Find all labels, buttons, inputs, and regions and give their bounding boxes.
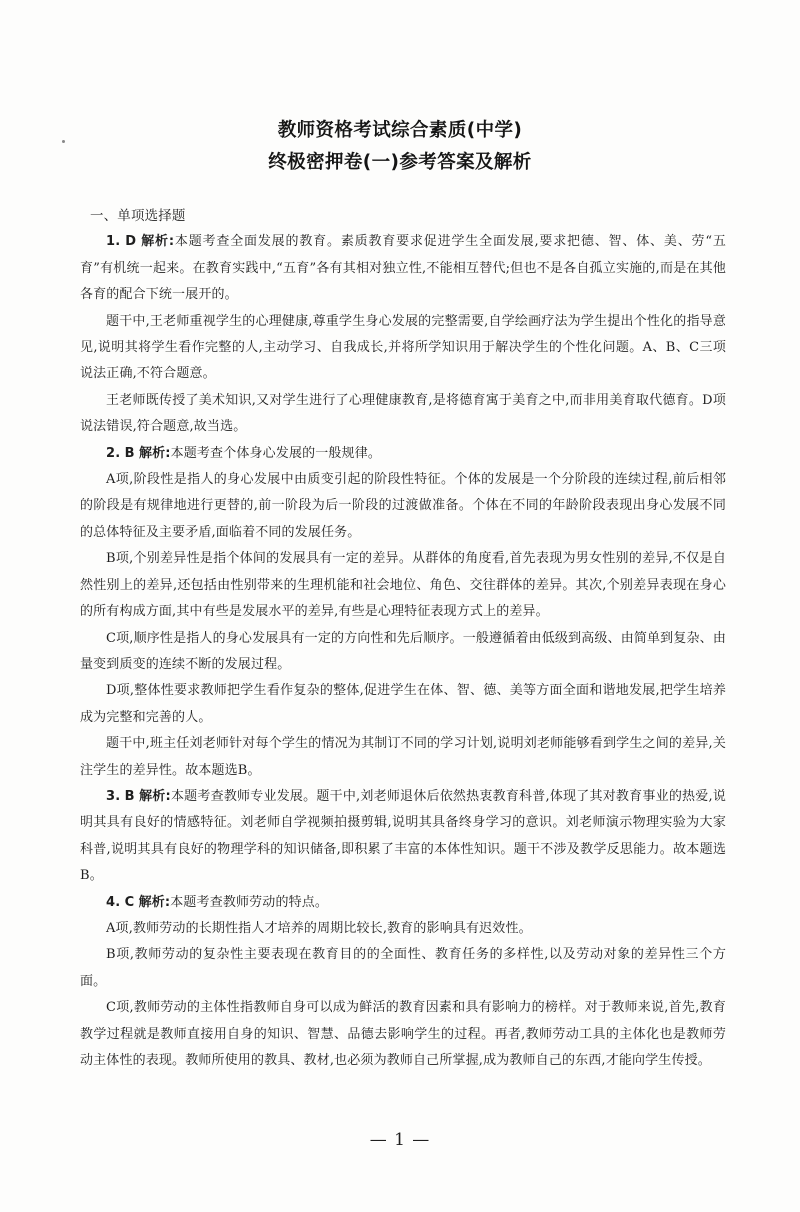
option-d-explanation: D项,整体性要求教师把学生看作复杂的整体,促进学生在体、智、德、美等方面全面和谐地发展,把学生培养成为完整和完善的人。: [80, 683, 726, 725]
paragraph: 题干中,王老师重视学生的心理健康,尊重学生身心发展的完整需要,自学绘画疗法为学生提出个性化的指导意见,说明其将学生看作完整的人,主动学习、自我成长,并将所学知识用于解决学生的个性化问题。A、B、C三项说法正确,不符合题意。: [80, 313, 726, 382]
answer-letter: B: [124, 445, 135, 461]
analysis-label: 解析:: [141, 234, 175, 250]
question-3-answer: [80, 784, 726, 890]
page-number: — 1 —: [369, 1130, 431, 1150]
answer-letter: B: [124, 788, 135, 804]
analysis-text: 本题考查全面发展的教育。素质教育要求促进学生全面发展,要求把德、智、体、美、劳“五育”有机统一起来。在教育实践中,“五育”各有其相对独立性,不能相互替代;但也不是各自孤立实施的,而是在其他各育的配合下统一展开的。: [80, 234, 726, 303]
option-a-explanation: A项,教师劳动的长期性指人才培养的周期比较长,教育的影响具有迟效性。: [106, 920, 532, 936]
paragraph: 王老师既传授了美术知识,又对学生进行了心理健康教育,是将德育寓于美育之中,而非用美育取代德育。D项说法错误,符合题意,故当选。: [80, 392, 726, 435]
analysis-text: 本题考查教师专业发展。题干中,刘老师退休后依然热衷教育科普,体现了其对教育事业的热爱,说明其具有良好的情感特征。刘老师自学视频拍摄剪辑,说明其具备终身学习的意识。刘老师演示物理实验为大家科普,说明其具有良好的物理学科的知识储备,即积累了丰富的本体性知识。题干不涉及教学反思能力。故本题选B。: [80, 788, 726, 884]
analysis-label: 解析:: [139, 788, 171, 804]
question-number: 4.: [106, 894, 121, 910]
option-b-explanation: B项,教师劳动的复杂性主要表现在教育目的的全面性、教育任务的多样性,以及劳动对象的差异性三个方面。: [80, 947, 726, 989]
document-subtitle: 终极密押卷(一)参考答案及解析: [268, 152, 532, 173]
option-c-explanation: C项,教师劳动的主体性指教师自身可以成为鲜活的教育因素和具有影响力的榜样。对于教师来说,首先,教育教学过程就是教师直接用自身的知识、智慧、品德去影响学生的过程。再者,教师劳动工具的主体化也是教师劳动主体性的表现。教师所使用的教具、教材,也必须为教师自己所掌握,成为教师自己的东西,才能向学生传授。: [80, 1000, 726, 1068]
answer-letter: D: [125, 234, 137, 250]
analysis-label: 解析:: [138, 894, 171, 910]
analysis-label: 解析:: [138, 445, 171, 461]
question-number: 2.: [106, 445, 121, 461]
analysis-text: 本题考查教师劳动的特点。: [170, 894, 329, 910]
option-a-explanation: A项,阶段性是指人的身心发展中由质变引起的阶段性特征。个体的发展是一个分阶段的连续过程,前后相邻的阶段是有规律地进行更替的,前一阶段为后一阶段的过渡做准备。个体在不同的年龄阶段表现出身心发展不同的总体特征及主要矛盾,面临着不同的发展任务。: [80, 472, 726, 540]
document-title: 教师资格考试综合素质(中学): [277, 120, 523, 141]
analysis-text: 本题考查个体身心发展的一般规律。: [170, 445, 382, 461]
answer-content: [80, 203, 726, 1074]
answer-letter: C: [124, 894, 135, 910]
question-number: 3.: [106, 788, 121, 804]
question-1-answer: [80, 229, 726, 308]
question-2-answer: [80, 441, 726, 467]
option-c-explanation: C项,顺序性是指人的身心发展具有一定的方向性和先后顺序。一般遵循着由低级到高级、由简单到复杂、由量变到质变的连续不断的发展过程。: [80, 630, 726, 672]
title-block: [0, 115, 800, 179]
option-b-explanation: B项,个别差异性是指个体间的发展具有一定的差异。从群体的角度看,首先表现为男女性别的差异,不仅是自然性别上的差异,还包括由性别带来的生理机能和社会地位、角色、交往群体的差异。其次,个别差异表现在身心的所有构成方面,其中有些是发展水平的差异,有些是心理特征表现方式上的差异。: [80, 551, 726, 620]
section-heading: 一、单项选择题: [90, 208, 186, 224]
conclusion-paragraph: 题干中,班主任刘老师针对每个学生的情况为其制订不同的学习计划,说明刘老师能够看到学生之间的差异,关注学生的差异性。故本题选B。: [80, 736, 726, 778]
question-4-answer: [80, 890, 726, 916]
question-number: 1.: [106, 234, 121, 250]
